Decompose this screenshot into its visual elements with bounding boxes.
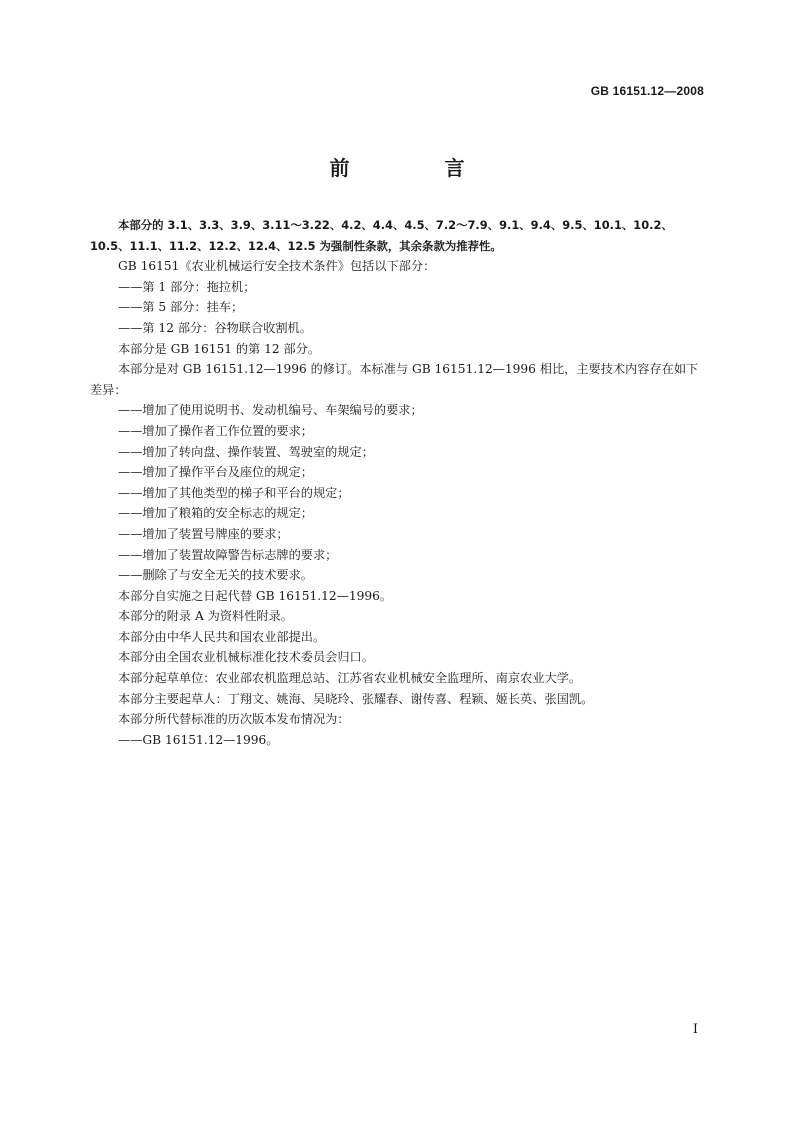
list-item: ——GB 16151.12—1996。 bbox=[118, 732, 279, 747]
list-item: ——增加了使用说明书、发动机编号、车架编号的要求； bbox=[118, 403, 423, 418]
list-item: ——增加了操作者工作位置的要求； bbox=[118, 423, 313, 438]
list-item: ——增加了转向盘、操作装置、驾驶室的规定； bbox=[118, 444, 374, 459]
paragraph: 本部分是 GB 16151 的第 12 部分。 bbox=[118, 341, 321, 356]
mandatory-clauses-paragraph: 本部分的 3.1、3.3、3.9、3.11～3.22、4.2、4.4、4.5、7.2～7.9、9.1、9.4、9.5、10.1、10.2、10.5、11.1、11.2、12.2、12.4、12.5 为强制性条款，其余条款为推荐性。 bbox=[90, 218, 673, 253]
paragraph: 本部分自实施之日起代替 GB 16151.12—1996。 bbox=[118, 588, 393, 603]
list-item: ——删除了与安全无关的技术要求。 bbox=[118, 568, 313, 583]
paragraph: 本部分所代替标准的历次版本发布情况为： bbox=[118, 712, 350, 727]
paragraph: 本部分主要起草人：丁翔文、姚海、吴晓玲、张耀春、谢传喜、程颖、姬长英、张国凯。 bbox=[118, 691, 594, 706]
standard-code: GB 16151.12—2008 bbox=[590, 84, 704, 98]
foreword-body bbox=[90, 215, 708, 750]
paragraph: 本部分起草单位：农业部农机监理总站、江苏省农业机械安全监理所、南京农业大学。 bbox=[118, 671, 582, 686]
page-number: I bbox=[692, 1022, 698, 1037]
page-title: 前 言 bbox=[329, 156, 509, 180]
list-item: ——第 5 部分：挂车； bbox=[118, 300, 244, 315]
paragraph: GB 16151《农业机械运行安全技术条件》包括以下部分： bbox=[118, 259, 436, 274]
list-item: ——增加了粮箱的安全标志的规定； bbox=[118, 506, 313, 521]
list-item: ——增加了其他类型的梯子和平台的规定； bbox=[118, 485, 350, 500]
list-item: ——增加了装置故障警告标志牌的要求； bbox=[118, 547, 338, 562]
list-item: ——增加了装置号牌座的要求； bbox=[118, 526, 289, 541]
list-item: ——第 1 部分：拖拉机； bbox=[118, 279, 256, 294]
paragraph: 本部分的附录 A 为资料性附录。 bbox=[118, 609, 293, 624]
paragraph: 本部分由中华人民共和国农业部提出。 bbox=[118, 629, 326, 644]
list-item: ——第 12 部分：谷物联合收割机。 bbox=[118, 320, 312, 335]
paragraph: 本部分是对 GB 16151.12—1996 的修订。本标准与 GB 16151.12—1996 相比，主要技术内容存在如下差异： bbox=[90, 362, 699, 397]
paragraph: 本部分由全国农业机械标准化技术委员会归口。 bbox=[118, 650, 374, 665]
list-item: ——增加了操作平台及座位的规定； bbox=[118, 465, 313, 480]
